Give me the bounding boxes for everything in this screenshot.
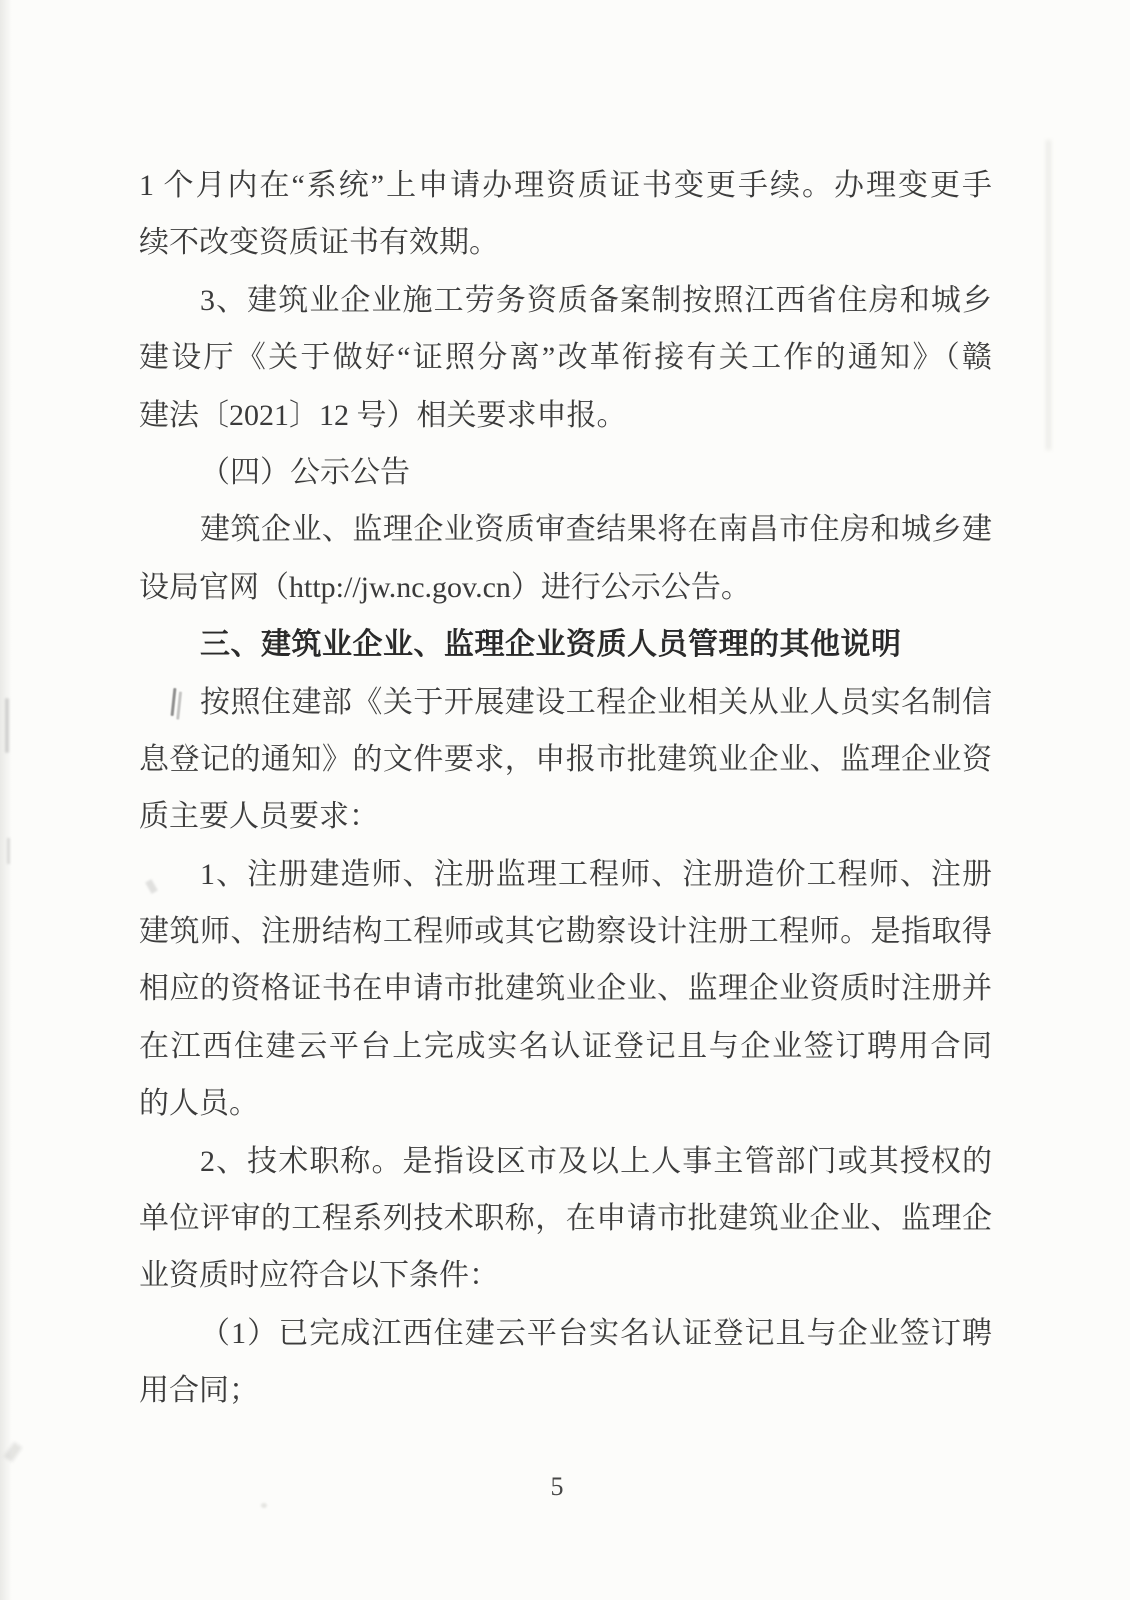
subsection-heading: （四）公示公告	[200, 455, 410, 489]
text-line: 续不改变资质证书有效期。	[139, 226, 499, 260]
scan-edge-shadow	[0, 0, 12, 1600]
document-body	[139, 157, 992, 1420]
scan-artifact	[7, 838, 10, 864]
text-line: （1）已完成江西住建云平台实名认证登记且与企业签订聘	[200, 1316, 992, 1350]
text-line: 建法〔2021〕12 号）相关要求申报。	[139, 398, 627, 432]
page-number: 5	[550, 1472, 564, 1501]
text-line: 用合同；	[139, 1374, 259, 1408]
text-line: 质主要人员要求：	[139, 800, 379, 834]
scan-streak	[1046, 140, 1051, 450]
scan-artifact	[261, 1503, 267, 1508]
text-line: 相应的资格证书在申请市批建筑业企业、监理企业资质时注册并	[139, 972, 992, 1006]
text-line: 息登记的通知》的文件要求，申报市批建筑业企业、监理企业资	[139, 742, 992, 776]
text-line: 1、注册建造师、注册监理工程师、注册造价工程师、注册	[200, 857, 992, 891]
text-line: 建设厅《关于做好“证照分离”改革衔接有关工作的通知》（赣	[139, 341, 992, 375]
text-line: 单位评审的工程系列技术职称，在申请市批建筑业企业、监理企	[139, 1202, 992, 1236]
text-line: 1 个月内在“系统”上申请办理资质证书变更手续。办理变更手	[139, 169, 992, 202]
text-line: 在江西住建云平台上完成实名认证登记且与企业签订聘用合同	[139, 1029, 992, 1063]
text-line: 建筑师、注册结构工程师或其它勘察设计注册工程师。是指取得	[139, 915, 992, 949]
text-line: 的人员。	[139, 1087, 259, 1121]
text-line: 按照住建部《关于开展建设工程企业相关从业人员实名制信	[200, 685, 992, 719]
scan-artifact	[5, 698, 9, 753]
text-line: 设局官网（http://jw.nc.gov.cn）进行公示公告。	[139, 570, 751, 604]
text-line: 2、技术职称。是指设区市及以上人事主管部门或其授权的	[200, 1144, 992, 1178]
text-line: 3、建筑业企业施工劳务资质备案制按照江西省住房和城乡	[200, 283, 992, 317]
section-heading: 三、建筑业企业、监理企业资质人员管理的其他说明	[200, 628, 902, 662]
text-line: 建筑企业、监理企业资质审查结果将在南昌市住房和城乡建	[200, 513, 992, 547]
text-line: 业资质时应符合以下条件：	[139, 1259, 499, 1293]
